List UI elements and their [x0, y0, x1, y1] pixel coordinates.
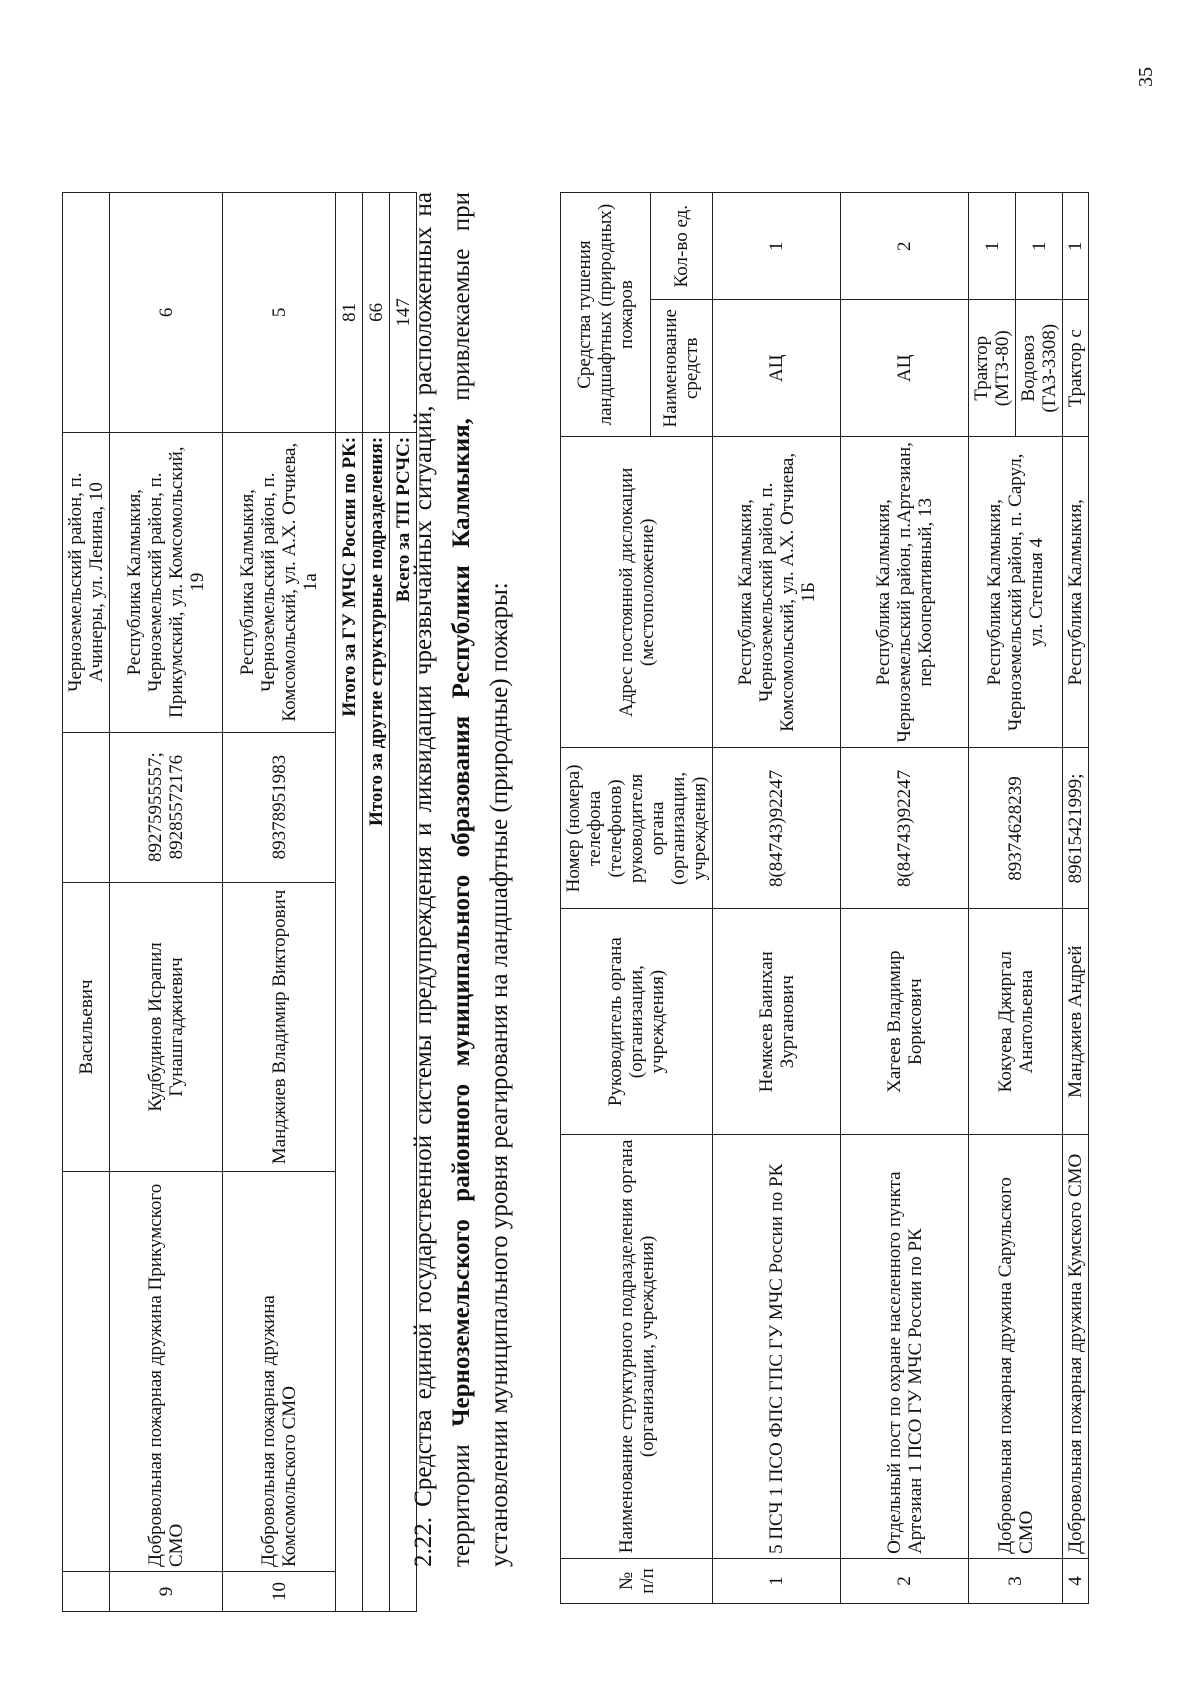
phone: 8(84743)92247	[713, 748, 841, 909]
unit-name: Добровольная пожарная дружина Прикумского СМО	[110, 1172, 223, 1572]
total-row	[363, 193, 390, 1612]
address: Республика Калмыкия, Черноземельский район, п. Комсомольский, ул. А.Х. Отчиева, 1а	[223, 432, 336, 732]
unit-name	[63, 1172, 110, 1572]
row-number: 3	[969, 1558, 1063, 1603]
total-row	[336, 193, 363, 1612]
row-number: 2	[841, 1558, 969, 1603]
head-name: Манджиев Андрей	[1063, 909, 1089, 1134]
phone: 8(84743)92247	[841, 748, 969, 909]
head-name: Кокуева Джиргал Анатольевна	[969, 909, 1063, 1134]
address: Республика Калмыкия, Черноземельский район, п. Комсомольский, ул. А.Х. Отчиева, 1Б	[713, 437, 841, 748]
means-count: 1	[969, 193, 1016, 300]
total-value: 81	[336, 193, 363, 433]
header-means-count: Кол-во ед.	[650, 193, 712, 300]
head-name: Хагеев Владимир Борисович	[841, 909, 969, 1134]
header-name: Наименование структурного подразделения органа (организации, учреждения)	[561, 1134, 713, 1558]
head-name: Кудбудинов Исрапил Гунашгаджиевич	[110, 882, 223, 1172]
total-label: Итого за ГУ МЧС России по РК:	[336, 432, 363, 1611]
total-label: Всего за ТП РСЧС:	[390, 432, 417, 1611]
heading-bold-text: Черноземельского районного муниципального образования Республики Калмыкия,	[448, 418, 475, 1427]
means-count: 1	[713, 193, 841, 300]
unit-name: 5 ПСЧ 1 ПСО ФПС ГПС ГУ МЧС России по РК	[713, 1134, 841, 1558]
head-name: Немкеев Баинхан Зурганович	[713, 909, 841, 1134]
address: Республика Калмыкия, Черноземельский район, п. Сарул, ул. Степная 4	[969, 437, 1063, 748]
section-heading	[405, 192, 519, 1567]
continuation-table	[62, 192, 417, 1612]
table-row	[713, 193, 841, 1604]
means-count: 1	[1063, 193, 1089, 300]
header-num: № п/п	[561, 1558, 713, 1603]
count: 5	[223, 193, 336, 433]
row-number: 1	[713, 1558, 841, 1603]
total-value: 147	[390, 193, 417, 433]
page-number: 35	[1135, 67, 1157, 87]
means-count: 1	[1016, 193, 1063, 300]
heading-text-end: привлекаемые при установлении муниципального уровня реагирования на ландшафтные (природные) пожары:	[448, 192, 513, 1567]
header-row	[561, 193, 651, 1604]
means-name: АЦ	[841, 300, 969, 437]
row-number	[63, 1572, 110, 1612]
phone: 89275955557; 89285572176	[110, 732, 223, 882]
row-number: 9	[110, 1572, 223, 1612]
table-row	[223, 193, 336, 1612]
means-name: АЦ	[713, 300, 841, 437]
address: Черноземельский район, п. Ачинеры, ул. Ленина, 10	[63, 432, 110, 732]
count: 6	[110, 193, 223, 433]
row-number: 4	[1063, 1558, 1089, 1603]
header-phone: Номер (номера) телефона (телефонов) руководителя органа (организации, учреждения)	[561, 748, 713, 909]
total-value: 66	[363, 193, 390, 433]
table-row	[110, 193, 223, 1612]
heading-text: 2.22. Средства единой государственной системы предупреждения и ликвидации чрезвычайных ситуаций, расположенных на территории	[410, 192, 475, 1567]
phone: 89615421999;	[1063, 748, 1089, 909]
phone	[63, 732, 110, 882]
means-count: 2	[841, 193, 969, 300]
table-row	[63, 193, 110, 1612]
header-address: Адрес постоянной дислокации (местоположение)	[561, 437, 713, 748]
means-name: Трактор (МТЗ-80)	[969, 300, 1016, 437]
address: Республика Калмыкия,	[1063, 437, 1089, 748]
head-name: Манджиев Владимир Викторович	[223, 882, 336, 1172]
row-number: 10	[223, 1572, 336, 1612]
phone: 89374628239	[969, 748, 1063, 909]
unit-name: Добровольная пожарная дружина Кумского СМО	[1063, 1134, 1089, 1558]
phone: 89378951983	[223, 732, 336, 882]
table-row	[969, 193, 1016, 1604]
means-name: Водовоз (ГАЗ-3308)	[1016, 300, 1063, 437]
table-row	[1063, 193, 1089, 1604]
address: Республика Калмыкия, Черноземельский район, п. Прикумский, ул. Комсомольский, 19	[110, 432, 223, 732]
unit-name: Добровольная пожарная дружина Комсомольского СМО	[223, 1172, 336, 1572]
address: Республика Калмыкия, Черноземельский район, п.Артезиан, пер.Кооперативный, 13	[841, 437, 969, 748]
count	[63, 193, 110, 433]
header-means-name: Наименование средств	[650, 300, 712, 437]
unit-name: Добровольная пожарная дружина Сарульского СМО	[969, 1134, 1063, 1558]
table-row	[841, 193, 969, 1604]
head-name: Васильевич	[63, 882, 110, 1172]
unit-name: Отдельный пост по охране населенного пункта Артезиан 1 ПСО ГУ МЧС России по РК	[841, 1134, 969, 1558]
total-label: Итого за другие структурные подразделения:	[363, 432, 390, 1611]
header-means: Средства тушения ландшафтных (природных) пожаров	[561, 193, 651, 437]
header-head: Руководитель органа (организации, учреждения)	[561, 909, 713, 1134]
forces-table	[560, 192, 1089, 1604]
means-name: Трактор с	[1063, 300, 1089, 437]
